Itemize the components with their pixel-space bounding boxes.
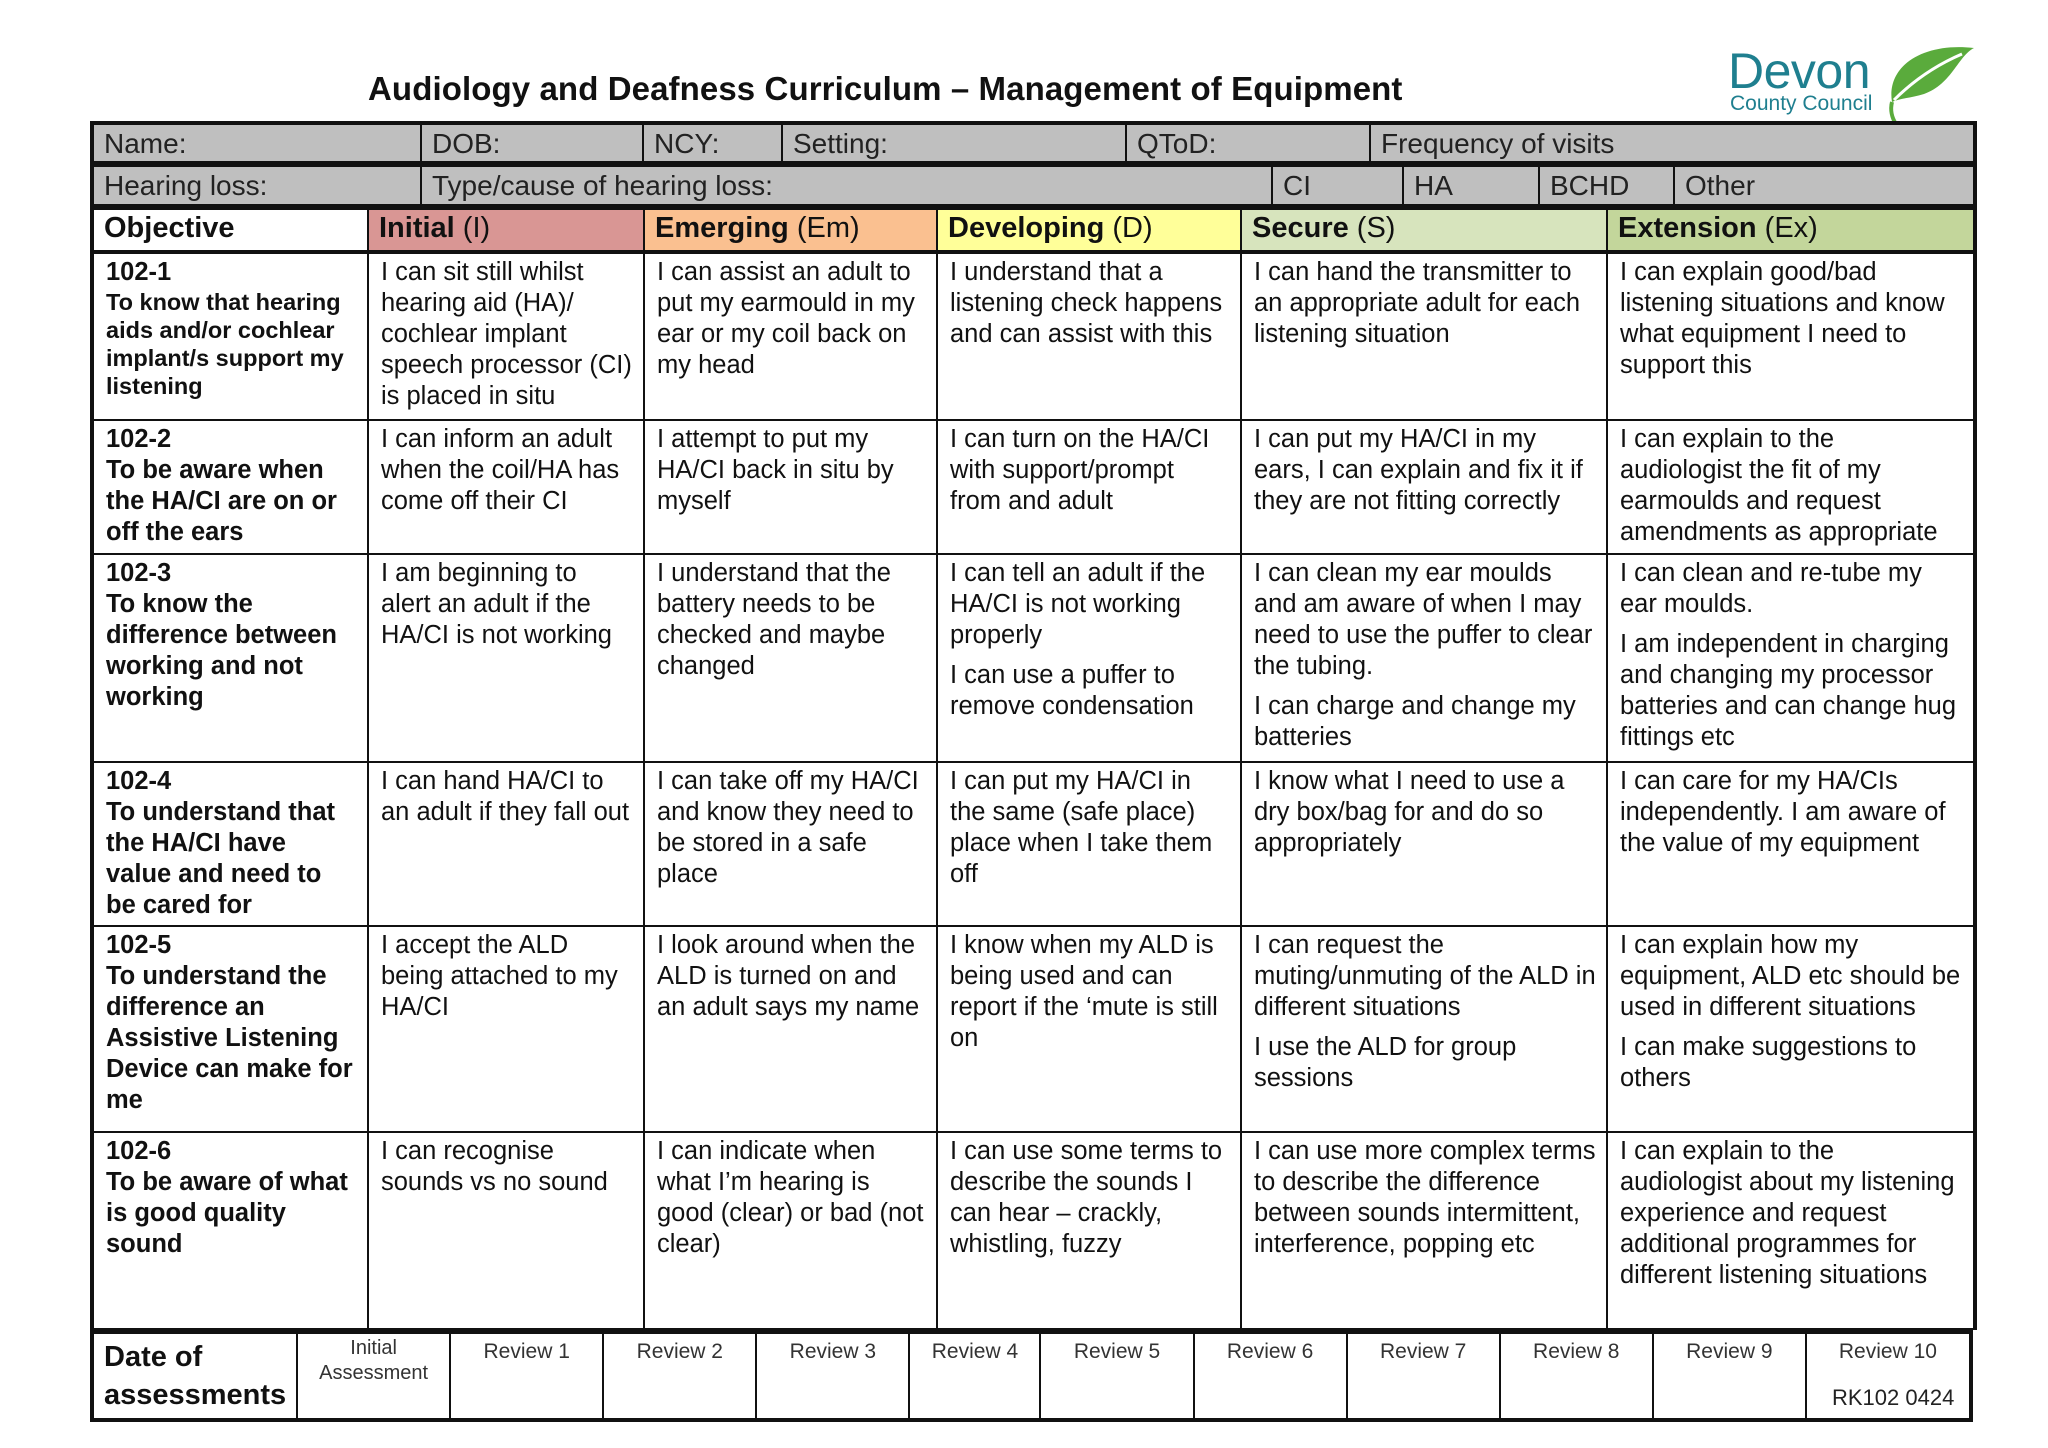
objective-cell <box>92 253 368 420</box>
emerging-header: Emerging (Em) <box>644 209 937 251</box>
review-3-date[interactable]: Review 3 <box>756 1332 909 1420</box>
objective-text: To be aware of what is good quality sound <box>106 1168 348 1258</box>
secure-statement: I can clean my ear moulds and am aware of when I may need to use the puffer to clear the tubing. <box>1254 559 1593 680</box>
objective-text: To understand that the HA/CI have value and need to be cared for <box>106 798 336 919</box>
objectives-table <box>90 208 1977 252</box>
initial-statement: I can hand HA/CI to an adult if they fall out <box>381 767 630 826</box>
objective-id: 102-5 <box>106 931 172 959</box>
type-cause-field[interactable]: Type/cause of hearing loss: <box>421 166 1272 206</box>
extension-cell <box>1607 1132 1975 1329</box>
developing-statement: I understand that a listening check happens and can assist with this <box>950 258 1223 348</box>
initial-statement: I can recognise sounds vs no sound <box>381 1137 608 1196</box>
secure-cell <box>1241 762 1607 926</box>
initial-statement: I can sit still whilst hearing aid (HA)/ cochlear implant speech processor (CI) is placed in situ <box>381 258 632 410</box>
developing-cell <box>937 762 1241 926</box>
initial-cell <box>368 1132 644 1329</box>
objective-row <box>92 1132 1975 1329</box>
developing-statement: I can use some terms to describe the sounds I can hear – crackly, whistling, fuzzy <box>950 1137 1223 1258</box>
initial-assessment-date[interactable]: Initial Assessment <box>297 1332 450 1420</box>
secure-statement: I can request the muting/unmuting of the ALD in different situations <box>1254 931 1596 1021</box>
initial-cell <box>368 253 644 420</box>
secure-cell <box>1241 554 1607 762</box>
developing-statement: I can turn on the HA/CI with support/prompt from and adult <box>950 425 1210 515</box>
qtod-field[interactable]: QToD: <box>1126 123 1370 163</box>
extension-statement: I can explain good/bad listening situations and know what equipment I need to support this <box>1620 258 1945 379</box>
objectives-body <box>90 252 1977 1330</box>
objective-cell <box>92 1132 368 1329</box>
objective-id: 102-2 <box>106 425 172 453</box>
initial-statement: I accept the ALD being attached to my HA/CI <box>381 931 618 1021</box>
objective-row <box>92 253 1975 420</box>
setting-field[interactable]: Setting: <box>782 123 1126 163</box>
developing-header: Developing (D) <box>937 209 1241 251</box>
objective-text: To know the difference between working and not working <box>106 590 337 711</box>
extension-statement: I am independent in charging and changing my processor batteries and can change hug fittings etc <box>1620 630 1957 751</box>
extension-statement: I can make suggestions to others <box>1620 1033 1917 1092</box>
objective-cell <box>92 762 368 926</box>
logo-devon-text: Devon <box>1728 43 1871 99</box>
review-10-date[interactable]: Review 10 <box>1806 1332 1971 1420</box>
logo-council-text: County Council <box>1730 92 1873 115</box>
dob-field[interactable]: DOB: <box>421 123 643 163</box>
extension-cell <box>1607 253 1975 420</box>
extension-statement: I can explain how my equipment, ALD etc should be used in different situations <box>1620 931 1961 1021</box>
secure-cell <box>1241 926 1607 1132</box>
initial-statement: I can inform an adult when the coil/HA has come off their CI <box>381 425 620 515</box>
ha-field[interactable]: HA <box>1403 166 1539 206</box>
objective-id: 102-4 <box>106 767 172 795</box>
developing-cell <box>937 420 1241 554</box>
secure-statement: I can charge and change my batteries <box>1254 692 1576 751</box>
objective-header: Objective <box>92 209 368 251</box>
frequency-of-visits-field[interactable]: Frequency of visits <box>1370 123 1975 163</box>
extension-cell <box>1607 554 1975 762</box>
developing-cell <box>937 253 1241 420</box>
review-4-date[interactable]: Review 4 <box>909 1332 1040 1420</box>
initial-cell <box>368 420 644 554</box>
review-1-date[interactable]: Review 1 <box>450 1332 603 1420</box>
secure-statement: I can use more complex terms to describe the difference between sounds intermittent, interference, popping etc <box>1254 1137 1596 1258</box>
emerging-statement: I can indicate when what I’m hearing is good (clear) or bad (not clear) <box>657 1137 924 1258</box>
secure-cell <box>1241 253 1607 420</box>
initial-statement: I am beginning to alert an adult if the HA/CI is not working <box>381 559 612 649</box>
extension-statement: I can explain to the audiologist the fit of my earmoulds and request amendments as appropriate <box>1620 425 1938 546</box>
emerging-cell <box>644 253 937 420</box>
secure-statement: I know what I need to use a dry box/bag for and do so appropriately <box>1254 767 1565 857</box>
emerging-statement: I attempt to put my HA/CI back in situ by myself <box>657 425 894 515</box>
review-5-date[interactable]: Review 5 <box>1040 1332 1193 1420</box>
secure-cell <box>1241 420 1607 554</box>
ci-field[interactable]: CI <box>1272 166 1403 206</box>
secure-cell <box>1241 1132 1607 1329</box>
objective-cell <box>92 420 368 554</box>
emerging-cell <box>644 1132 937 1329</box>
emerging-statement: I look around when the ALD is turned on and an adult says my name <box>657 931 920 1021</box>
objective-row <box>92 420 1975 554</box>
objective-row <box>92 762 1975 926</box>
developing-cell <box>937 554 1241 762</box>
review-6-date[interactable]: Review 6 <box>1194 1332 1347 1420</box>
objective-id: 102-6 <box>106 1137 172 1165</box>
stage-header-row <box>92 209 1975 251</box>
document-code: RK102 0424 <box>1832 1385 1955 1410</box>
objective-id: 102-1 <box>106 258 172 286</box>
emerging-statement: I can assist an adult to put my earmould in my ear or my coil back on my head <box>657 258 915 379</box>
objective-cell <box>92 926 368 1132</box>
objective-text: To understand the difference an Assistive Listening Device can make for me <box>106 962 353 1114</box>
bchd-field[interactable]: BCHD <box>1539 166 1674 206</box>
emerging-cell <box>644 762 937 926</box>
initial-header: Initial (I) <box>368 209 644 251</box>
emerging-statement: I can take off my HA/CI and know they need to be stored in a safe place <box>657 767 919 888</box>
extension-statement: I can explain to the audiologist about my listening experience and request additional programmes for different listening situations <box>1620 1137 1955 1289</box>
emerging-cell <box>644 420 937 554</box>
extension-cell <box>1607 926 1975 1132</box>
objective-id: 102-3 <box>106 559 172 587</box>
secure-statement: I use the ALD for group sessions <box>1254 1033 1517 1092</box>
objective-row <box>92 554 1975 762</box>
leaf-icon <box>1878 36 1978 126</box>
secure-statement: I can hand the transmitter to an appropriate adult for each listening situation <box>1254 258 1581 348</box>
secure-statement: I can put my HA/CI in my ears, I can explain and fix it if they are not fitting correctly <box>1254 425 1583 515</box>
date-of-assessments-label: Date of assessments <box>92 1332 297 1420</box>
review-8-date[interactable]: Review 8 <box>1500 1332 1653 1420</box>
pupil-details-table <box>90 121 1977 165</box>
devon-county-council-logo <box>1728 36 1978 126</box>
initial-cell <box>368 926 644 1132</box>
developing-statement: I know when my ALD is being used and can report if the ‘mute is still on <box>950 931 1218 1052</box>
extension-header: Extension (Ex) <box>1607 209 1975 251</box>
name-field[interactable]: Name: <box>92 123 421 163</box>
developing-cell <box>937 1132 1241 1329</box>
developing-statement: I can put my HA/CI in the same (safe place) place when I take them off <box>950 767 1213 888</box>
review-9-date[interactable]: Review 9 <box>1653 1332 1806 1420</box>
review-2-date[interactable]: Review 2 <box>603 1332 756 1420</box>
extension-cell <box>1607 762 1975 926</box>
emerging-cell <box>644 554 937 762</box>
objective-text: To be aware when the HA/CI are on or off the ears <box>106 456 337 546</box>
secure-header: Secure (S) <box>1241 209 1607 251</box>
objective-cell <box>92 554 368 762</box>
hearing-loss-field[interactable]: Hearing loss: <box>92 166 421 206</box>
extension-statement: I can clean and re-tube my ear moulds. <box>1620 559 1922 618</box>
developing-statement: I can tell an adult if the HA/CI is not working properly <box>950 559 1206 649</box>
review-7-date[interactable]: Review 7 <box>1347 1332 1500 1420</box>
ncy-field[interactable]: NCY: <box>643 123 782 163</box>
curriculum-sheet <box>90 121 1973 1422</box>
initial-cell <box>368 762 644 926</box>
other-field[interactable]: Other <box>1674 166 1975 206</box>
objective-text: To know that hearing aids and/or cochlear implant/s support my listening <box>106 289 344 399</box>
extension-statement: I can care for my HA/CIs independently. I am aware of the value of my equipment <box>1620 767 1946 857</box>
extension-cell <box>1607 420 1975 554</box>
emerging-cell <box>644 926 937 1132</box>
page-title: Audiology and Deafness Curriculum – Management of Equipment <box>368 70 1403 107</box>
objective-row <box>92 926 1975 1132</box>
emerging-statement: I understand that the battery needs to be checked and maybe changed <box>657 559 891 680</box>
initial-cell <box>368 554 644 762</box>
developing-statement: I can use a puffer to remove condensation <box>950 661 1194 720</box>
developing-cell <box>937 926 1241 1132</box>
hearing-loss-table <box>90 165 1977 208</box>
assessment-dates-table <box>90 1330 1973 1422</box>
